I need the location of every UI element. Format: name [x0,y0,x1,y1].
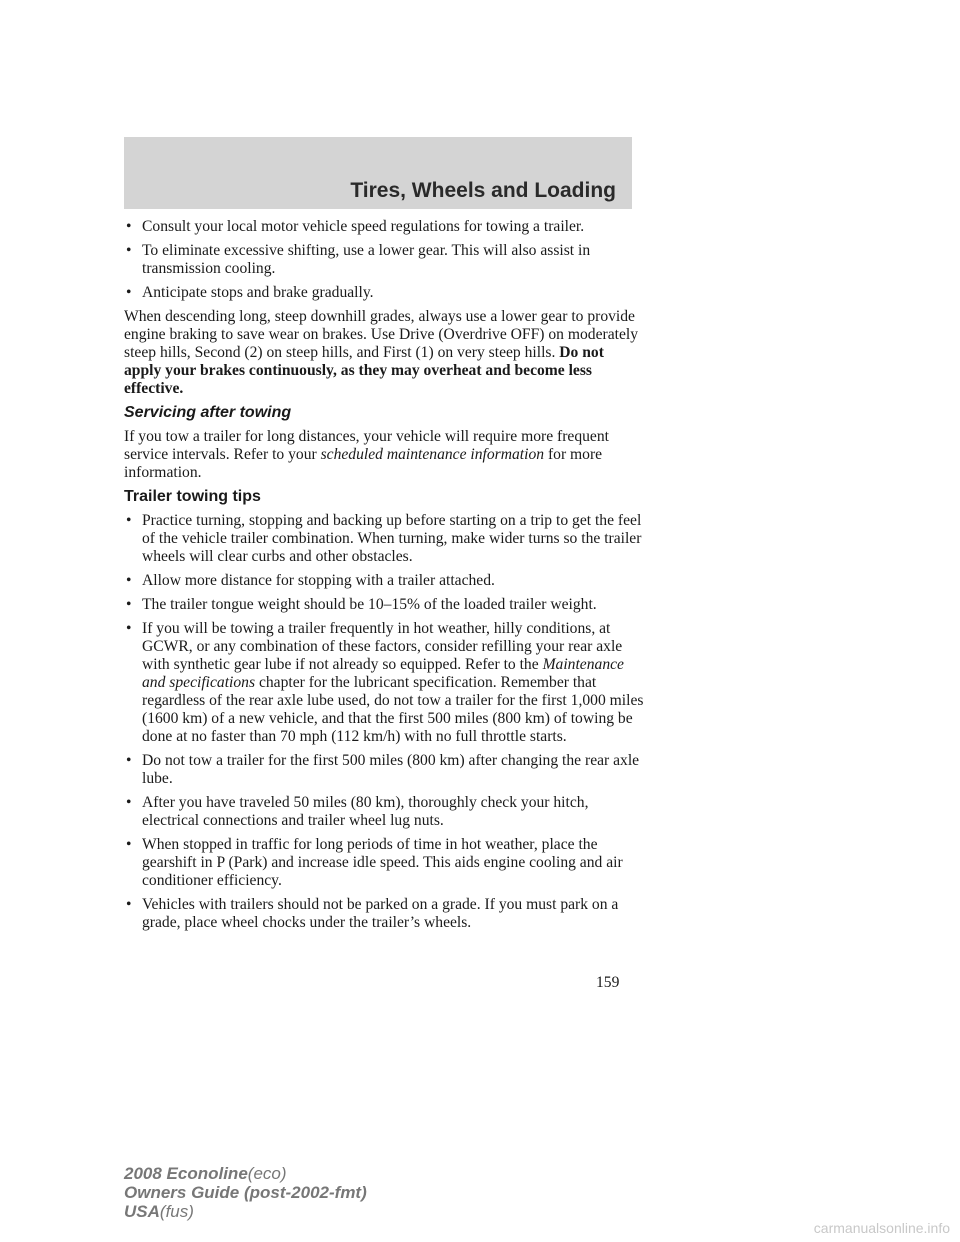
tips-heading: Trailer towing tips [124,488,261,505]
bullet-icon: • [126,896,132,913]
bullet-icon: • [126,752,132,769]
footer-market-code: (fus) [159,1202,194,1221]
list-item-text: After you have traveled 50 miles (80 km), thoroughly check your hitch, electrical connections and trailer wheel lug nuts. [142,794,589,829]
bullet-icon: • [126,794,132,811]
page-number: 159 [596,974,620,991]
descending-warning: Do not apply your brakes continuously, as they may overheat and become less effective. [124,344,604,397]
list-item [124,752,644,788]
list-item [124,242,644,278]
servicing-text-after: for more information. [124,446,603,481]
section-header-band [124,137,632,209]
list-item-text: Practice turning, stopping and backing up before starting on a trip to get the feel of the vehicle trailer combination. When turning, make wider turns so the trailer wheels will clear curbs and other obstacles. [142,512,642,565]
list-item [124,572,644,590]
servicing-paragraph [124,428,644,482]
bullet-icon: • [126,572,132,589]
list-item [124,836,644,890]
document-footer [124,1164,367,1221]
servicing-reference: scheduled maintenance information [320,446,545,463]
bullet-icon: • [126,242,132,259]
descending-paragraph [124,308,644,398]
footer-line-2 [124,1183,367,1202]
hot-weather-text-after: chapter for the lubricant specification. Remember that regardless of the rear axle lube used, do not tow a trailer for the first 1,000 miles (1600 km) of a new vehicle, and that the first 500 miles (800 km) of towing be done at no faster than 70 mph (112 km/h) with no full throttle starts. [142,674,644,745]
list-item [124,284,644,302]
list-item [124,896,644,932]
footer-market: USA [124,1202,160,1221]
bullet-icon: • [126,596,132,613]
list-item [124,218,644,236]
list-item-text: To eliminate excessive shifting, use a lower gear. This will also assist in transmission cooling. [142,242,591,277]
hot-weather-text-before: If you will be towing a trailer frequently in hot weather, hilly conditions, at GCWR, or any combination of these factors, consider refilling your rear axle with synthetic gear lube if not already so equipped. Refer to the [142,620,623,673]
list-item-text: When stopped in traffic for long periods of time in hot weather, place the gearshift in P (Park) and increase idle speed. This aids engine cooling and air conditioner efficiency. [142,836,623,889]
footer-model: 2008 Econoline [124,1164,248,1183]
list-item [124,620,644,746]
site-watermark: carmanualsonline.info [813,1220,950,1236]
footer-line-1 [124,1164,367,1183]
list-item [124,794,644,830]
footer-guide: Owners Guide (post-2002-fmt) [124,1183,367,1202]
list-item [124,596,644,614]
list-item-text: Consult your local motor vehicle speed regulations for towing a trailer. [142,218,585,235]
bullet-icon: • [126,620,132,637]
descending-text: When descending long, steep downhill grades, always use a lower gear to provide engine braking to save wear on brakes. Use Drive (Overdrive OFF) on moderately steep hills, Second (2) on steep hills, and First (1) on very steep hills. [124,308,638,361]
bullet-icon: • [126,836,132,853]
list-item [124,512,644,566]
list-item-text: Vehicles with trailers should not be parked on a grade. If you must park on a grade, place wheel chocks under the trailer’s wheels. [142,896,619,931]
list-item-text: Anticipate stops and brake gradually. [142,284,374,301]
bullet-icon: • [126,284,132,301]
servicing-heading: Servicing after towing [124,404,292,421]
list-item-text: Do not tow a trailer for the first 500 miles (800 km) after changing the rear axle lube. [142,752,640,787]
footer-model-code: (eco) [247,1164,287,1183]
section-title: Tires, Wheels and Loading [350,179,616,202]
maintenance-reference: Maintenance and specifications [142,656,624,691]
bullet-icon: • [126,218,132,235]
list-item-text: The trailer tongue weight should be 10–15% of the loaded trailer weight. [142,596,597,613]
bullet-icon: • [126,512,132,529]
servicing-text-before: If you tow a trailer for long distances, your vehicle will require more frequent service intervals. Refer to your [124,428,609,463]
footer-line-3 [124,1202,367,1221]
list-item-text: Allow more distance for stopping with a trailer attached. [142,572,495,589]
page-content [124,218,644,938]
